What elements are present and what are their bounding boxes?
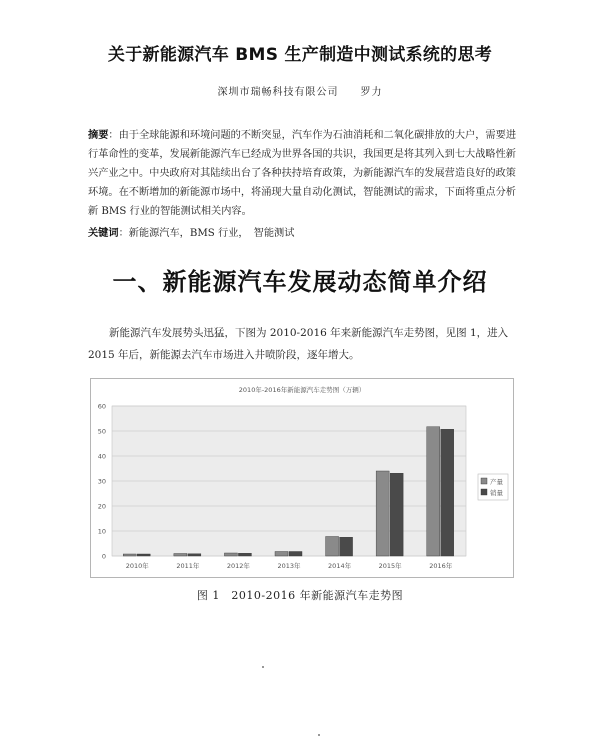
legend-swatch bbox=[481, 489, 487, 495]
bar-sales bbox=[390, 473, 403, 556]
keywords-text: ：新能源汽车，BMS 行业， 智能测试 bbox=[118, 228, 295, 239]
x-tick-label: 2010年 bbox=[125, 562, 149, 570]
abstract-label: 摘要 bbox=[88, 130, 109, 141]
author-line: 深圳市瑞畅科技有限公司 罗力 bbox=[217, 87, 383, 98]
x-tick-label: 2016年 bbox=[429, 562, 453, 570]
figure-caption: 图 1 2010-2016 年新能源汽车走势图 bbox=[196, 589, 404, 602]
y-tick-label: 10 bbox=[97, 527, 106, 536]
x-tick-label: 2012年 bbox=[226, 562, 250, 570]
keywords bbox=[88, 224, 516, 239]
abstract bbox=[88, 126, 516, 221]
legend-label: 产量 bbox=[490, 478, 503, 486]
bar-production bbox=[427, 427, 440, 556]
y-tick-label: 50 bbox=[97, 427, 106, 436]
chart-title: 2010年-2016年新能源汽车走势图（万辆） bbox=[238, 386, 366, 394]
x-tick-label: 2013年 bbox=[277, 562, 301, 570]
y-tick-label: 60 bbox=[97, 402, 106, 411]
bar-sales bbox=[238, 553, 251, 556]
bar-production bbox=[224, 553, 237, 556]
x-tick-label: 2015年 bbox=[378, 562, 402, 570]
bar-sales bbox=[188, 554, 201, 556]
scan-speck bbox=[262, 666, 264, 668]
bar-chart bbox=[90, 378, 514, 578]
y-tick-label: 20 bbox=[97, 502, 106, 511]
y-tick-label: 40 bbox=[97, 452, 106, 461]
bar-production bbox=[326, 537, 339, 557]
body-paragraph: 新能源汽车发展势头迅猛，下图为 2010-2016 年来新能源汽车走势图，见图 1，进入 2015 年后，新能源去汽车市场进入井喷阶段，逐年增大。 bbox=[88, 327, 509, 361]
figure-chart bbox=[90, 378, 514, 578]
bar-production bbox=[376, 471, 389, 556]
x-tick-label: 2011年 bbox=[176, 562, 200, 570]
legend-label: 销量 bbox=[490, 489, 503, 497]
keywords-label: 关键词 bbox=[88, 228, 119, 239]
paper-title: 关于新能源汽车 BMS 生产制造中测试系统的思考 bbox=[107, 45, 493, 65]
x-tick-label: 2014年 bbox=[328, 562, 352, 570]
bar-production bbox=[123, 554, 136, 556]
y-tick-label: 30 bbox=[97, 477, 106, 486]
abstract-text: ：由于全球能源和环境问题的不断突显，汽车作为石油消耗和二氧化碳排放的大户，需要进行革命性的变革，发展新能源汽车已经成为世界各国的共识，我国更是将其列入到七大战略性新兴产业之中。中央政府对其陆续出台了各种扶持培育政策，为新能源汽车的发展营造良好的政策环境。在不断增加的新能源市场中，将涌现大量自动化测试，智能测试的需求，下面将重点分析新 BMS 行业的智能测试相关内容。 bbox=[88, 130, 517, 217]
legend-swatch bbox=[481, 478, 487, 484]
bar-sales bbox=[441, 429, 454, 556]
bar-sales bbox=[340, 537, 353, 556]
bar-production bbox=[174, 554, 187, 557]
scan-speck bbox=[318, 734, 320, 736]
section-heading: 一、新能源汽车发展动态简单介绍 bbox=[112, 268, 488, 296]
bar-sales bbox=[289, 552, 302, 557]
y-tick-label: 0 bbox=[101, 552, 106, 561]
bar-sales bbox=[137, 554, 150, 556]
bar-production bbox=[275, 552, 288, 557]
